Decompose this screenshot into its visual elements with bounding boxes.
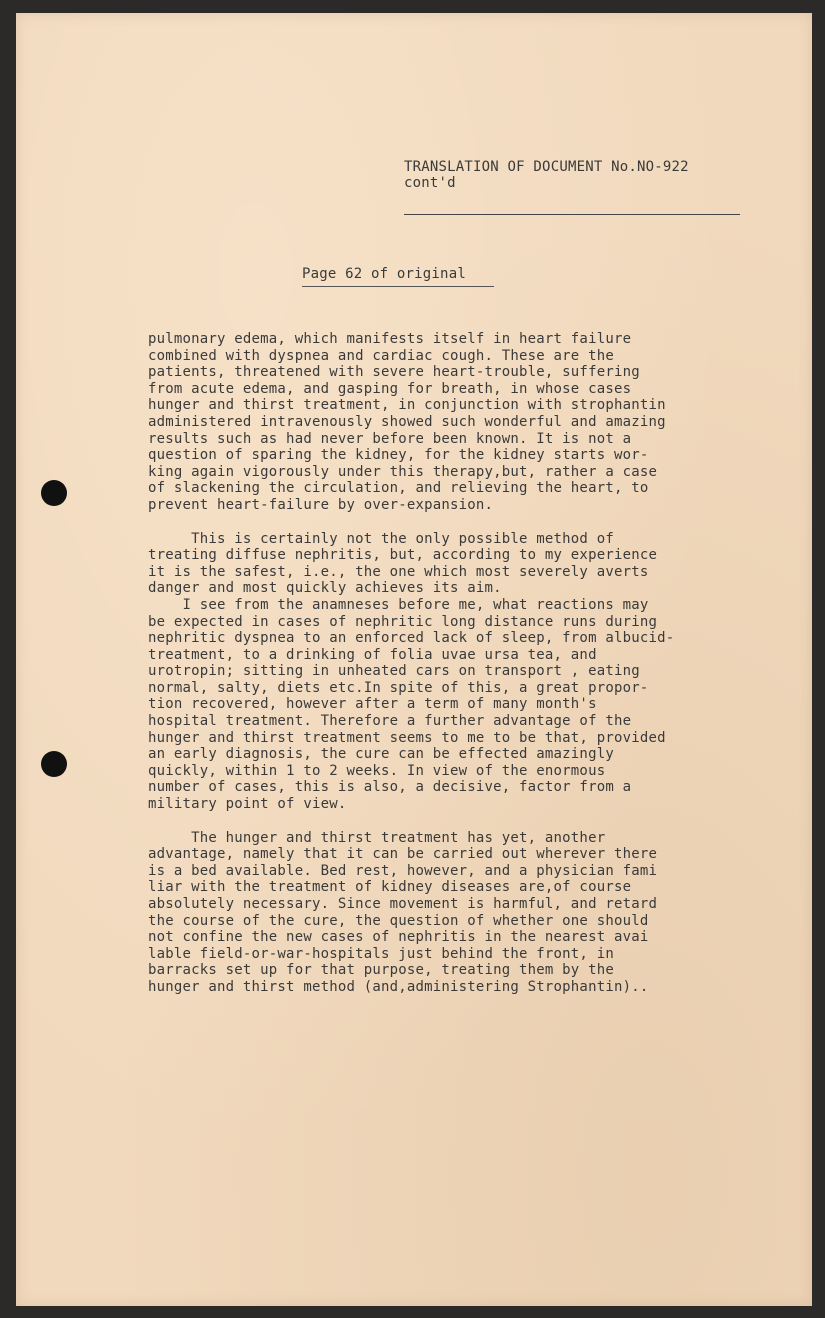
paragraph-gap [148,813,796,830]
page-reference: Page 62 of original [302,266,466,282]
text-line: hunger and thirst method (and,administering Strophantin).. [148,978,649,995]
text-line: of slackening the circulation, and relieving the heart, to [148,480,649,497]
text-line: hospital treatment. Therefore a further advantage of the [148,713,632,730]
text-line: advantage, namely that it can be carried out wherever there [148,846,658,863]
text-line: is a bed available. Bed rest, however, and a physician fami [148,862,658,879]
text-line: question of sparing the kidney, for the kidney starts wor- [148,447,649,464]
text-line: number of cases, this is also, a decisive, factor from a [148,779,632,796]
header-title: TRANSLATION OF DOCUMENT No.NO-922 [404,159,689,175]
header-underline [404,214,740,215]
body-text [148,331,796,996]
document-header [404,159,764,191]
text-line: quickly, within 1 to 2 weeks. In view of the enormous [148,762,606,779]
text-line: normal, salty, diets etc.In spite of this, a great propor- [148,679,649,696]
text-line: administered intravenously showed such wonderful and amazing [148,413,666,430]
text-line: be expected in cases of nephritic long distance runs during [148,613,658,630]
punch-hole-bottom [41,751,67,777]
text-line: it is the safest, i.e., the one which most severely averts [148,563,649,580]
paragraph-1 [148,331,796,514]
text-line: from acute edema, and gasping for breath, in whose cases [148,380,632,397]
text-line: treatment, to a drinking of folia uvae ursa tea, and [148,646,597,663]
header-continued: cont'd [404,175,456,191]
paragraph-3 [148,830,796,996]
text-line: patients, threatened with severe heart-trouble, suffering [148,364,640,381]
text-line: I see from the anamneses before me, what reactions may [148,596,649,613]
paragraph-gap [148,514,796,531]
text-line: treating diffuse nephritis, but, according to my experience [148,547,658,564]
text-line: absolutely necessary. Since movement is harmful, and retard [148,896,658,912]
text-line: The hunger and thirst treatment has yet, another [148,829,606,846]
page-reference-underline [302,286,494,287]
paragraph-2 [148,531,796,813]
text-line: barracks set up for that purpose, treating them by the [148,962,614,979]
text-line: results such as had never before been known. It is not a [148,430,632,447]
text-line: the course of the cure, the question of whether one should [148,912,649,929]
punch-hole-top [41,480,67,506]
text-line: king again vigorously under this therapy,but, rather a case [148,463,658,480]
text-line: not confine the new cases of nephritis in the nearest avai [148,929,649,946]
text-line: an early diagnosis, the cure can be effected amazingly [148,746,614,763]
text-line: urotropin; sitting in unheated cars on transport , eating [148,663,640,680]
text-line: combined with dyspnea and cardiac cough. These are the [148,347,614,364]
document-page [16,13,812,1306]
text-line: military point of view. [148,796,347,813]
text-line: prevent heart-failure by over-expansion. [148,496,494,513]
text-line: hunger and thirst treatment, in conjunction with strophantin [148,397,666,414]
text-line: tion recovered, however after a term of many month's [148,696,597,713]
text-line: lable field-or-war-hospitals just behind the front, in [148,945,614,962]
text-line: pulmonary edema, which manifests itself in heart failure [148,331,632,347]
text-line: nephritic dyspnea to an enforced lack of sleep, from albucid- [148,630,675,647]
text-line: hunger and thirst treatment seems to me to be that, provided [148,729,666,746]
text-line: danger and most quickly achieves its aim. [148,580,502,597]
text-line: liar with the treatment of kidney diseases are,of course [148,879,632,896]
text-line: This is certainly not the only possible method of [148,530,614,547]
